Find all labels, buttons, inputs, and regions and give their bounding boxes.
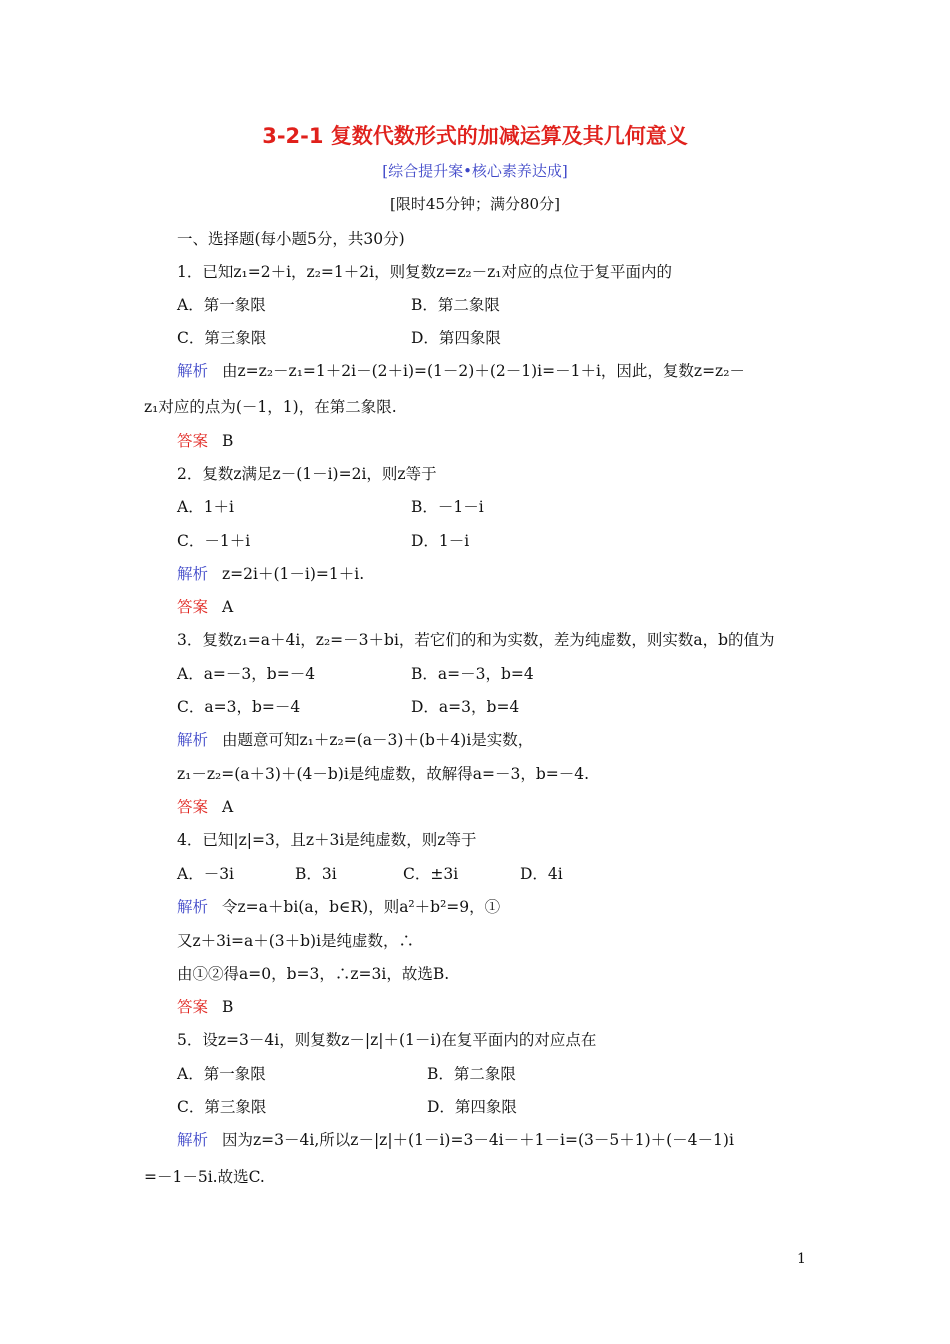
q4-analysis-line1 bbox=[177, 896, 500, 918]
q2-stem: 2．复数z满足z－(1－i)=2i，则z等于 bbox=[177, 465, 437, 483]
q3-option-c: C．a=3，b=－4 bbox=[177, 698, 301, 716]
q5-option-a: A．第一象限 bbox=[177, 1065, 266, 1083]
q3-options-row1 bbox=[177, 663, 534, 685]
q4-option-c: C．±3i bbox=[403, 865, 459, 883]
q5-options-row2 bbox=[177, 1096, 517, 1118]
q3-analysis-line2: z₁－z₂=(a＋3)＋(4－b)i是纯虚数，故解得a=－3，b=－4. bbox=[177, 765, 590, 783]
q4-options bbox=[177, 863, 563, 885]
q4-option-b: B．3i bbox=[295, 865, 337, 883]
q2-analysis-text: z=2i＋(1－i)=1＋i. bbox=[222, 565, 365, 583]
q4-analysis-text: 令z=a＋bi(a，b∈R)，则a²＋b²=9，① bbox=[222, 898, 501, 916]
q5-analysis-text: 因为z=3－4i,所以z－|z|＋(1－i)=3－4i－＋1－i=(3－5＋1)＋(－4－1)i bbox=[222, 1131, 734, 1149]
analysis-label: 解析 bbox=[177, 362, 209, 380]
q2-answer bbox=[177, 596, 233, 618]
q3-stem: 3．复数z₁=a＋4i，z₂=－3＋bi，若它们的和为实数，差为纯虚数，则实数a，b的值为 bbox=[177, 631, 775, 649]
q5-stem: 5．设z=3－4i，则复数z－|z|＋(1－i)在复平面内的对应点在 bbox=[177, 1031, 597, 1049]
q1-options-row2 bbox=[177, 327, 501, 349]
q1-option-c: C．第三象限 bbox=[177, 329, 267, 347]
q5-option-d: D．第四象限 bbox=[427, 1098, 517, 1116]
q3-answer-value: A bbox=[222, 798, 234, 816]
q1-answer bbox=[177, 430, 233, 452]
q4-answer bbox=[177, 996, 233, 1018]
q4-stem: 4．已知|z|=3，且z＋3i是纯虚数，则z等于 bbox=[177, 831, 477, 849]
answer-label: 答案 bbox=[177, 598, 209, 616]
q2-option-d: D．1－i bbox=[411, 532, 470, 550]
q4-analysis-line2: 又z＋3i=a＋(3＋b)i是纯虚数，∴ bbox=[177, 932, 415, 950]
q1-option-b: B．第二象限 bbox=[411, 296, 500, 314]
q2-option-c: C．－1＋i bbox=[177, 532, 251, 550]
q5-option-b: B．第二象限 bbox=[427, 1065, 516, 1083]
answer-label: 答案 bbox=[177, 798, 209, 816]
section-heading: 一、选择题(每小题5分，共30分) bbox=[177, 230, 405, 248]
page-title: 3-2-1 复数代数形式的加减运算及其几何意义 bbox=[262, 124, 688, 148]
q3-option-a: A．a=－3，b=－4 bbox=[177, 665, 316, 683]
q5-analysis-line1 bbox=[177, 1129, 734, 1151]
q2-options-row1 bbox=[177, 496, 484, 518]
analysis-label: 解析 bbox=[177, 565, 209, 583]
q3-option-b: B．a=－3，b=4 bbox=[411, 665, 534, 683]
q1-answer-value: B bbox=[222, 432, 234, 450]
page-number: 1 bbox=[797, 1251, 806, 1267]
q3-option-d: D．a=3，b=4 bbox=[411, 698, 520, 716]
q1-analysis-line2: z₁对应的点为(－1，1)，在第二象限. bbox=[144, 398, 397, 416]
analysis-label: 解析 bbox=[177, 731, 209, 749]
answer-label: 答案 bbox=[177, 432, 209, 450]
q1-stem: 1．已知z₁=2＋i，z₂=1＋2i，则复数z=z₂－z₁对应的点位于复平面内的 bbox=[177, 263, 673, 281]
q2-options-row2 bbox=[177, 530, 470, 552]
q2-option-b: B．－1－i bbox=[411, 498, 484, 516]
q2-option-a: A．1＋i bbox=[177, 498, 235, 516]
answer-label: 答案 bbox=[177, 998, 209, 1016]
analysis-label: 解析 bbox=[177, 1131, 209, 1149]
q3-analysis-text: 由题意可知z₁＋z₂=(a－3)＋(b＋4)i是实数， bbox=[222, 731, 534, 749]
q3-analysis-line1 bbox=[177, 729, 533, 751]
q1-options-row1 bbox=[177, 294, 500, 316]
q1-option-d: D．第四象限 bbox=[411, 329, 501, 347]
q2-analysis bbox=[177, 563, 364, 585]
q5-options-row1 bbox=[177, 1063, 516, 1085]
q1-option-a: A．第一象限 bbox=[177, 296, 266, 314]
q4-answer-value: B bbox=[222, 998, 234, 1016]
time-limit: [限时45分钟；满分80分] bbox=[390, 195, 560, 213]
q5-analysis-line2: =－1－5i.故选C. bbox=[144, 1168, 265, 1186]
q4-analysis-line3: 由①②得a=0，b=3，∴z=3i，故选B. bbox=[177, 965, 450, 983]
q1-analysis-text: 由z=z₂－z₁=1＋2i－(2＋i)=(1－2)＋(2－1)i=－1＋i，因此，复数z=z₂－ bbox=[222, 362, 745, 380]
q1-analysis-line1 bbox=[177, 360, 745, 382]
q4-option-d: D．4i bbox=[520, 865, 563, 883]
subtitle: [综合提升案•核心素养达成] bbox=[382, 162, 568, 180]
q3-answer bbox=[177, 796, 233, 818]
q3-options-row2 bbox=[177, 696, 520, 718]
q5-option-c: C．第三象限 bbox=[177, 1098, 267, 1116]
analysis-label: 解析 bbox=[177, 898, 209, 916]
q4-option-a: A．－3i bbox=[177, 865, 235, 883]
q2-answer-value: A bbox=[222, 598, 234, 616]
